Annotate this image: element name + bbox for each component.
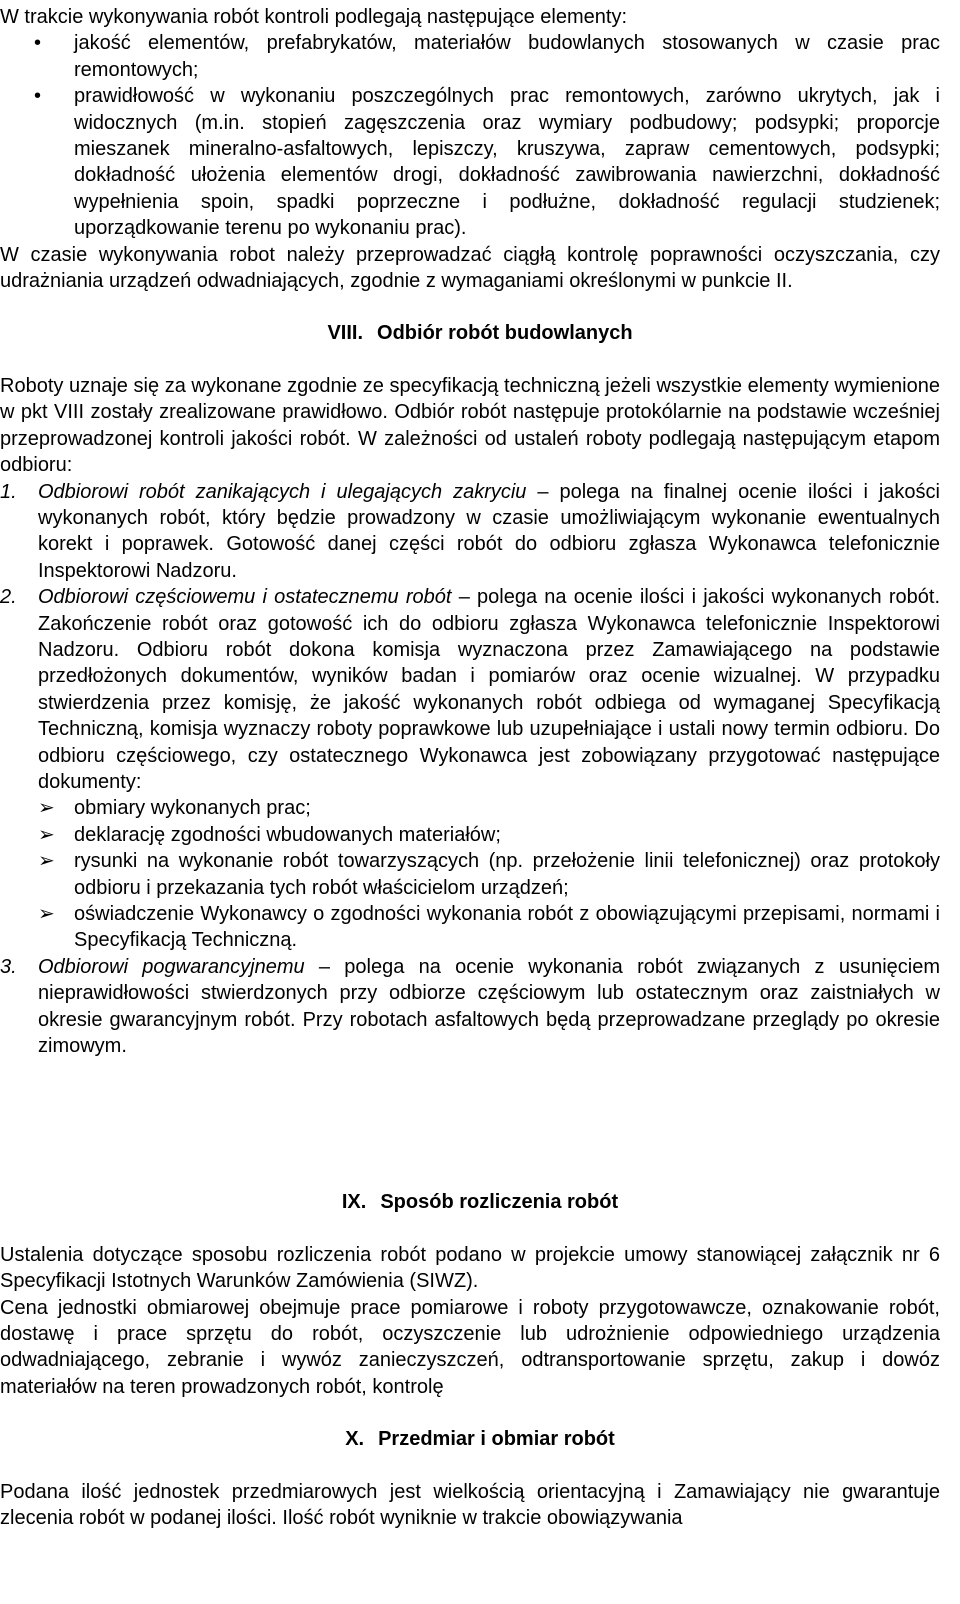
bullet-text: jakość elementów, prefabrykatów, materiałów budowlanych stosowanych w czasie prac remontowych; (74, 32, 940, 81)
item-number: 3. (0, 955, 17, 978)
item-text: – polega na ocenie wykonania robót związanych z usunięciem nieprawidłowości stwierdzonych przy odbiorze częściowym lub ostatecznym oraz zaistniałych w okresie gwarancyjnym robót. Przy robotach asfaltowych będą przeprowadzane przeglądy po okresie zimowym. (38, 955, 940, 1058)
acceptance-paragraph: Roboty uznaje się za wykonane zgodnie ze specyfikacją techniczną jeżeli wszystkie elementy wymienione w pkt VIII zostały zrealizowane prawidłowo. Odbiór robót następuje protokólarnie na podstawie wcześniej przeprowadzonej kontroli jakości robót. W zależności od ustaleń roboty podlegają następującym etapom odbioru: (0, 374, 940, 477)
intro-paragraph: W trakcie wykonywania robót kontroli podlegają następujące elementy: (0, 6, 628, 28)
item-text: – polega na finalnej ocenie ilości i jakości wykonanych robót, który będzie prowadzony w czasie umożliwiającym wykonanie ewentualnych korekt i poprawek. Gotowość danej części robót do odbioru zgłasza Wykonawca telefonicznie Inspektorowi Nadzoru. (38, 480, 940, 582)
section-title: Sposób rozliczenia robót (380, 1191, 619, 1214)
numbered-item (0, 954, 940, 1060)
settlement-paragraph-1: Ustalenia dotyczące sposobu rozliczenia robót podano w projekcie umowy stanowiącej załącznik nr 6 Specyfikacji Istotnych Warunków Zamówienia (SIWZ). (0, 1243, 940, 1293)
section-number: IX. (341, 1191, 367, 1214)
item-title: Odbiorowi robót zanikających i ulegających zakryciu (38, 480, 527, 503)
numbered-item (0, 584, 940, 795)
document-list-text: rysunki na wykonanie robót towarzyszących (np. przełożenie linii telefonicznej) oraz protokoły odbioru i przekazania tych robót właścicielom urządzeń; (74, 850, 940, 899)
item-number: 1. (0, 480, 17, 503)
item-text: – polega na ocenie ilości i jakości wykonanych robót. Zakończenie robót oraz gotowość ich do odbioru zgłasza Wykonawca telefonicznie Inspektorowi Nadzoru. Odbioru robót dokona komisja wyznaczona przez Zamawiającego na podstawie przedłożonych dokumentów, wyników badan i pomiarów oraz ocenie wizualnej. W przypadku stwierdzenia przez komisję, że jakość wykonanych robót odbiega od wymaganej Specyfikacją Techniczną, komisja wyznaczy roboty poprawkowe lub uzupełniające i ustali nowy termin odbioru. Do odbioru częściowego, czy ostatecznego Wykonawca jest zobowiązany przygotować następujące dokumenty: (38, 586, 940, 793)
document-list-text: oświadczenie Wykonawcy o zgodności wykonania robót z obowiązującymi przepisami, normami i Specyfikacją Techniczną. (74, 903, 940, 952)
bullet-text: prawidłowość w wykonaniu poszczególnych prac remontowych, zarówno ukrytych, jak i widocznych (m.in. stopień zagęszczenia oraz wymiary podbudowy; podsypki; proporcje mieszanek mineralno-asfaltowych, lepiszczy, kruszywa, zapraw cementowych, podsypki; dokładność ułożenia elementów drogi, dokładność zawibrowania nawierzchni, dokładność wypełnienia spoin, spadki poprzeczne i podłużne, dokładność regulacji studzienek; uporządkowanie terenu po wykonaniu prac). (74, 85, 940, 240)
document-list-item (0, 848, 940, 901)
arrow-bullet-icon: ➢ (38, 823, 55, 846)
section-heading-ix (0, 1189, 960, 1215)
bullet-icon: • (34, 85, 42, 108)
bullet-item (0, 30, 940, 83)
item-number: 2. (0, 586, 17, 609)
section-number: VIII. (327, 322, 364, 345)
numbered-item (0, 479, 940, 585)
section-title: Przedmiar i obmiar robót (378, 1428, 615, 1451)
quantity-paragraph: Podana ilość jednostek przedmiarowych jest wielkością orientacyjną i Zamawiający nie gwarantuje zlecenia robót w podanej ilości. Ilość robót wyniknie w trakcie obowiązywania (0, 1480, 940, 1530)
document-list-item (0, 795, 940, 821)
section-number: X. (345, 1428, 365, 1451)
document-list-item (0, 822, 940, 848)
item-title: Odbiorowi pogwarancyjnemu (38, 955, 305, 978)
control-paragraph: W czasie wykonywania robot należy przeprowadzać ciągłą kontrolę poprawności oczyszczania, czy udrażniania urządzeń odwadniających, zgodnie z wymaganiami określonymi w punkcie II. (0, 243, 940, 293)
settlement-paragraph-2: Cena jednostki obmiarowej obejmuje prace pomiarowe i roboty przygotowawcze, oznakowanie robót, dostawę i prace sprzętu do robót, oczyszczenie lub udrożnienie odpowiedniego urządzenia odwadniającego, zebranie i wywóz zanieczyszczeń, odtransportowanie sprzętu, zakup i dowóz materiałów na teren prowadzonych robót, kontrolę (0, 1296, 940, 1398)
document-list-text: obmiary wykonanych prac; (74, 797, 311, 820)
section-heading-x (0, 1426, 960, 1452)
arrow-bullet-icon: ➢ (38, 850, 55, 873)
item-title: Odbiorowi częściowemu i ostatecznemu robót (38, 586, 452, 609)
bullet-icon: • (34, 32, 42, 55)
bullet-item (0, 83, 940, 241)
arrow-bullet-icon: ➢ (38, 903, 55, 925)
section-heading-viii (0, 320, 960, 346)
arrow-bullet-icon: ➢ (38, 797, 55, 820)
document-list-text: deklarację zgodności wbudowanych materiałów; (74, 823, 501, 846)
section-title: Odbiór robót budowlanych (377, 322, 633, 345)
document-list-item (0, 901, 940, 954)
